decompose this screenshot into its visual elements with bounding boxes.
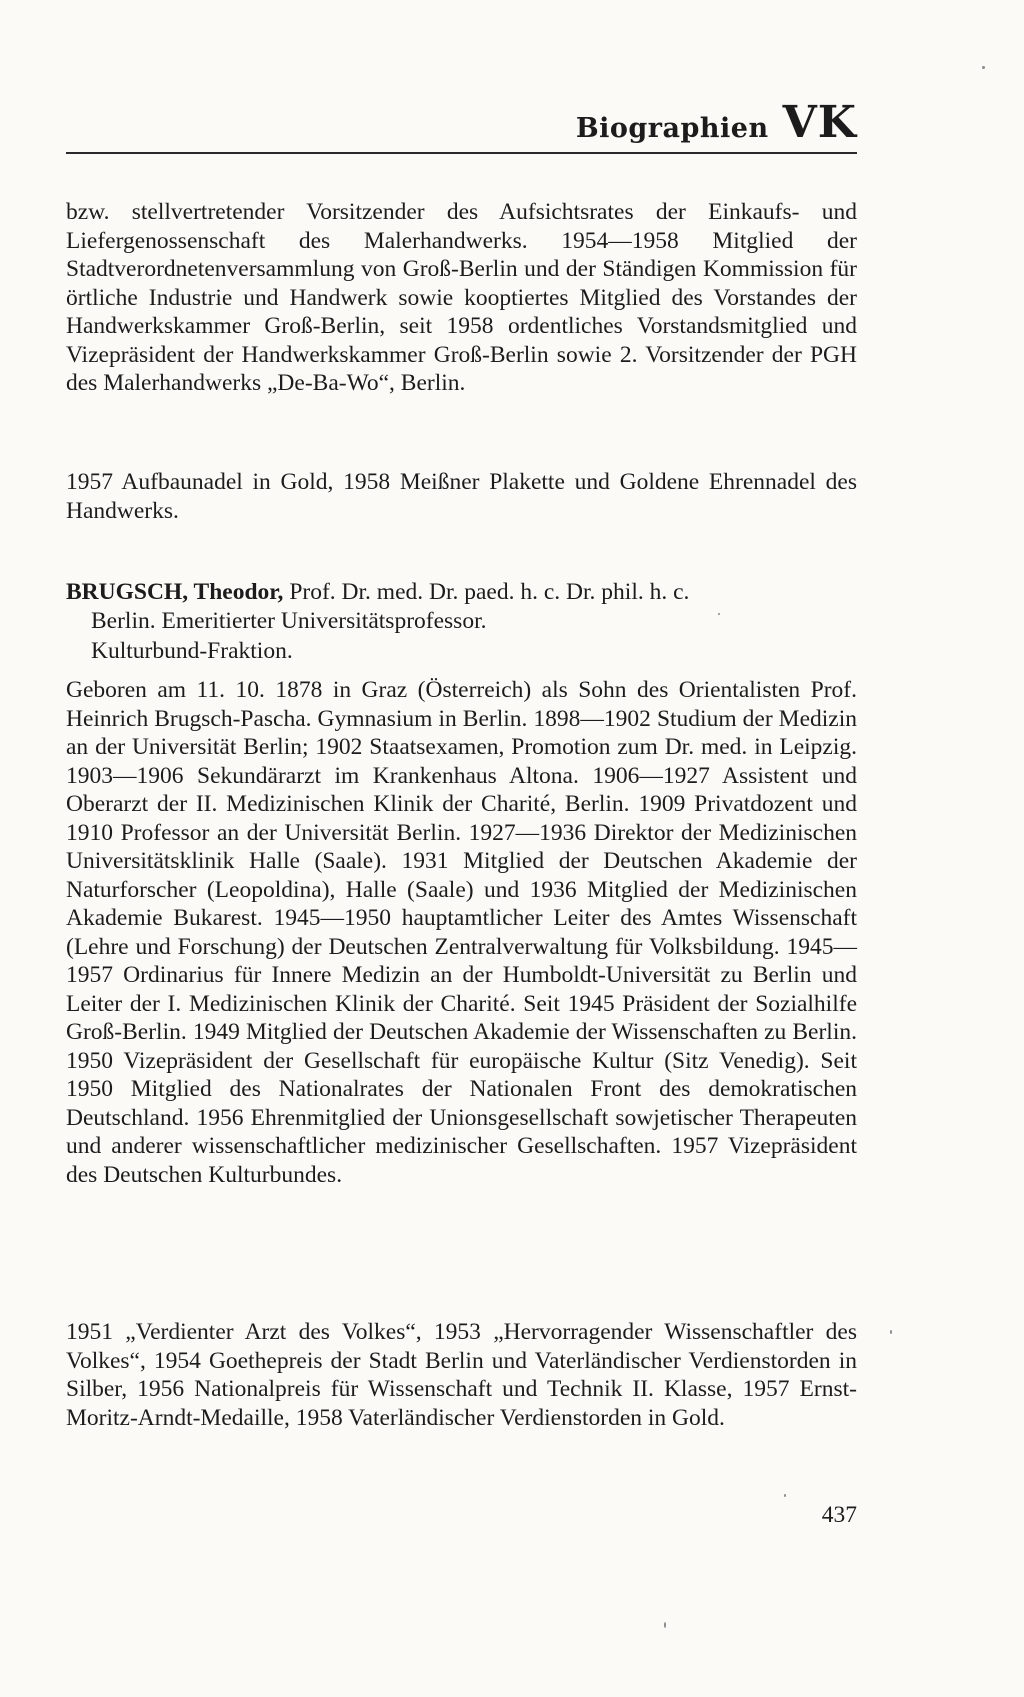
- page-number: 437: [821, 1502, 857, 1528]
- section-title: Biographien: [575, 113, 769, 144]
- entry-location-occupation: Berlin. Emeritierter Universitätsprofessor.: [91, 608, 487, 634]
- entry-faction: Kulturbund-Fraktion.: [91, 638, 293, 664]
- previous-entry-awards-paragraph: 1957 Aufbaunadel in Gold, 1958 Meißner Plakette und Goldene Ehrennadel des Handwerks.: [66, 469, 857, 524]
- paper-speck: [784, 1494, 786, 1497]
- previous-entry-career-paragraph: bzw. stellvertretender Vorsitzender des Aufsichtsrates der Einkaufs- und Liefergenossenschaft des Malerhandwerks. 1954—1958 Mitglied der Stadtverordnetenversammlung von Groß-Berlin und der Ständigen Kommission für örtliche Industrie und Handwerk sowie kooptiertes Mitglied des Vorstandes der Handwerkskammer Groß-Berlin, seit 1958 ordentliches Vorstandsmitglied und Vizepräsident der Handwerkskammer Groß-Berlin sowie 2. Vorsitzender der PGH des Malerhandwerks „De-Ba-Wo“, Berlin.: [66, 199, 857, 396]
- entry-awards-paragraph: 1951 „Verdienter Arzt des Volkes“, 1953 „Hervorragender Wissenschaftler des Volkes“, 1954 Goethepreis der Stadt Berlin und Vaterländischer Verdienstorden in Silber, 1956 Nationalpreis für Wissenschaft und Technik II. Klasse, 1957 Ernst-Moritz-Arndt-Medaille, 1958 Vaterländischer Verdienstorden in Gold.: [66, 1319, 857, 1431]
- entry-biography-paragraph: Geboren am 11. 10. 1878 in Graz (Österreich) als Sohn des Orientalisten Prof. Heinrich Brugsch-Pascha. Gymnasium in Berlin. 1898—1902 Studium der Medizin an der Universität Berlin; 1902 Staatsexamen, Promotion zum Dr. med. in Leipzig. 1903—1906 Sekundärarzt im Krankenhaus Altona. 1906—1927 Assistent und Oberarzt der II. Medizinischen Klinik der Charité, Berlin. 1909 Privatdozent und 1910 Professor an der Universität Berlin. 1927—1936 Direktor der Medizinischen Universitätsklinik Halle (Saale). 1931 Mitglied der Deutschen Akademie der Naturforscher (Leopoldina), Halle (Saale) und 1936 Mitglied der Medizinischen Akademie Bukarest. 1945—1950 hauptamtlicher Leiter des Amtes Wissenschaft (Lehre und Forschung) der Deutschen Zentralverwaltung für Volksbildung. 1945—1957 Ordinarius für Innere Medizin an der Humboldt-Universität zu Berlin und Leiter der I. Medizinischen Klinik der Charité. Seit 1945 Präsident der Sozialhilfe Groß-Berlin. 1949 Mitglied der Deutschen Akademie der Wissenschaften zu Berlin. 1950 Vizepräsident der Gesellschaft für europäische Kultur (Sitz Venedig). Seit 1950 Mitglied des Nationalrates der Nationalen Front des demokratischen Deutschland. 1956 Ehrenmitglied der Unionsgesellschaft sowjetischer Therapeuten und anderer wissenschaftlicher medizinischer Gesellschaften. 1957 Vizepräsident des Deutschen Kulturbundes.: [66, 677, 857, 1188]
- paper-speck: [890, 1330, 892, 1334]
- paper-speck: [664, 1622, 666, 1628]
- entry-name: BRUGSCH, Theodor,: [66, 579, 284, 605]
- entry-titles: Prof. Dr. med. Dr. paed. h. c. Dr. phil. h. c.: [283, 579, 690, 605]
- section-code: VK: [782, 97, 857, 148]
- paper-speck: [982, 66, 985, 69]
- entry-heading: [66, 578, 857, 607]
- header-divider: [66, 152, 857, 154]
- header-title: [576, 97, 857, 148]
- paper-speck: [718, 613, 720, 615]
- running-header: [66, 97, 857, 148]
